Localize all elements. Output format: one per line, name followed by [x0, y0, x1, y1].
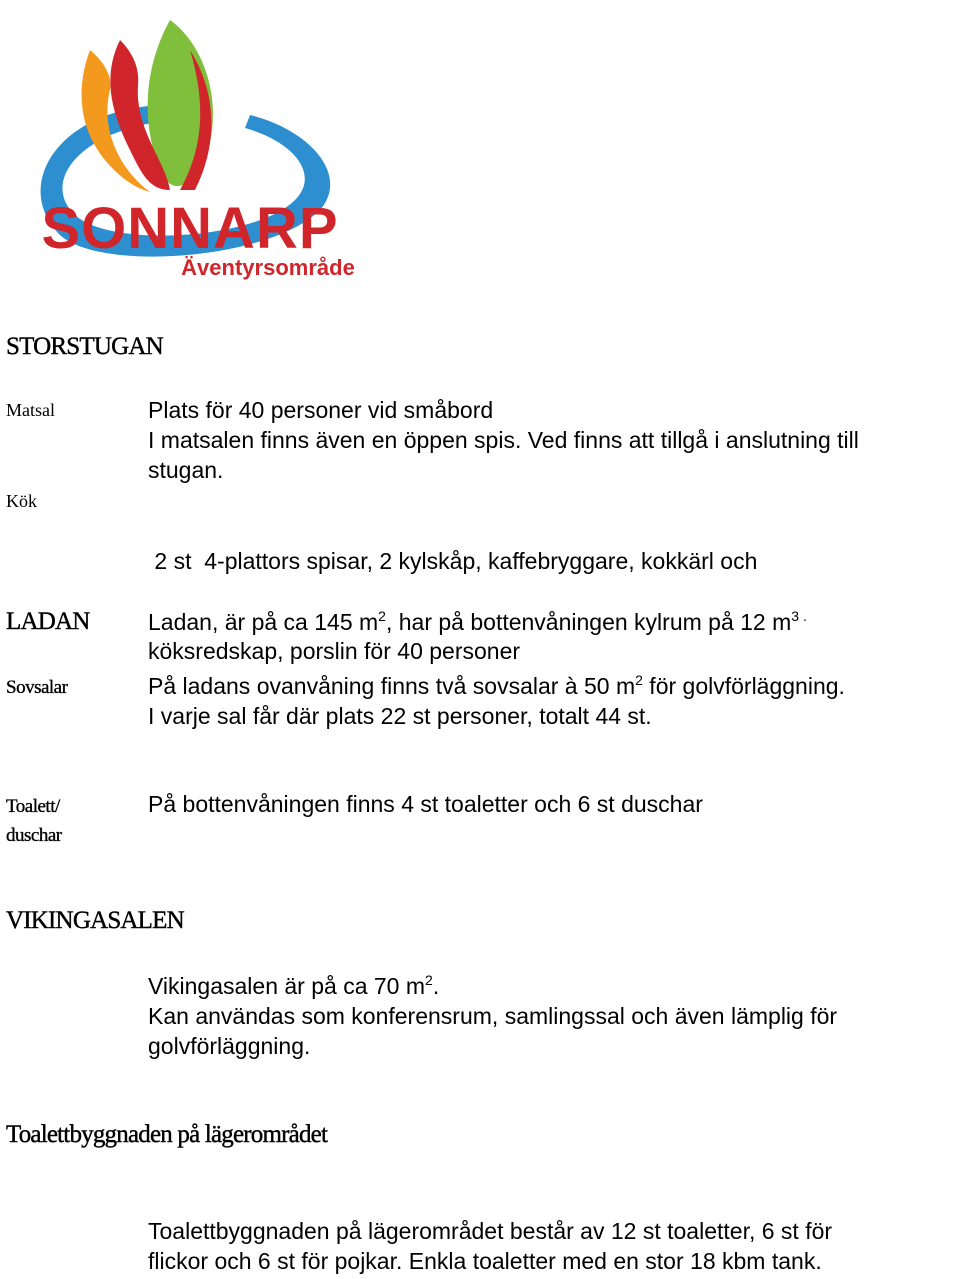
vikingasalen-line-3: golvförläggning.	[148, 1033, 311, 1059]
sovsalar-text	[148, 671, 845, 731]
ladan-heading: LADAN	[6, 608, 90, 635]
sovsalar-label: Sovsalar	[6, 677, 68, 698]
matsal-label: Matsal	[6, 400, 55, 420]
toalett-duschar-label	[6, 792, 62, 850]
sonnarp-logo	[20, 10, 360, 285]
sovsalar-line-1	[148, 671, 845, 701]
vikingasalen-heading: VIKINGASALEN	[6, 907, 184, 934]
kok-line-2: köksredskap, porslin för 40 personer	[148, 638, 521, 664]
toalettbyggnaden-heading: Toalettbyggnaden på lägerområdet	[6, 1121, 328, 1148]
toalettbyggnaden-line-1: Toalettbyggnaden på lägerområdet består av 12 st toaletter, 6 st för	[148, 1218, 833, 1244]
logo-graphic	[20, 10, 360, 285]
ladan-intro-mid: , har på bottenvåningen kylrum på 12 m	[385, 609, 792, 635]
toalettbyggnaden-line-2: flickor och 6 st för pojkar. Enkla toaletter med en stor 18 kbm tank.	[148, 1248, 822, 1274]
vikingasalen-line-2: Kan användas som konferensrum, samlingssal och även lämplig för	[148, 1003, 838, 1029]
ladan-intro-sup-2: 3 .	[791, 608, 807, 624]
logo-wordmark: SONNARP	[41, 196, 339, 261]
sovsalar-line-2: I varje sal får där plats 22 st personer, totalt 44 st.	[148, 703, 652, 729]
logo-subtitle: Äventyrsområde	[181, 255, 355, 280]
vikingasalen-line-1	[148, 971, 837, 1001]
matsal-line-3: stugan.	[148, 457, 224, 483]
ladan-intro	[148, 607, 807, 637]
kok-line-1: 2 st 4-plattors spisar, 2 kylskåp, kaffebryggare, kokkärl och	[148, 548, 758, 574]
ladan-intro-sup-1: 2	[378, 608, 386, 624]
storstugan-heading: STORSTUGAN	[6, 333, 163, 360]
toalett-label-line-1: Toalett/	[6, 796, 60, 817]
matsal-line-1: Plats för 40 personer vid småbord	[148, 397, 494, 423]
vikingasalen-line-1-post: .	[432, 973, 440, 999]
kok-text	[148, 486, 757, 696]
vikingasalen-line-1-pre: Vikingasalen är på ca 70 m	[148, 973, 426, 999]
vikingasalen-sup: 2	[425, 972, 433, 988]
matsal-text	[148, 395, 859, 485]
sovsalar-pre: På ladans ovanvåning finns två sovsalar à 50 m	[148, 673, 636, 699]
sovsalar-sup: 2	[635, 672, 643, 688]
toalett-text: På bottenvåningen finns 4 st toaletter och 6 st duschar	[148, 791, 703, 817]
ladan-intro-pre: Ladan, är på ca 145 m	[148, 609, 379, 635]
toalett-label-line-2: duschar	[6, 825, 62, 846]
kok-label: Kök	[6, 491, 37, 511]
toalettbyggnaden-text	[148, 1216, 832, 1276]
vikingasalen-text	[148, 971, 837, 1061]
sovsalar-post: för golvförläggning.	[642, 673, 845, 699]
matsal-line-2: I matsalen finns även en öppen spis. Ved finns att tillgå i anslutning till	[148, 427, 859, 453]
